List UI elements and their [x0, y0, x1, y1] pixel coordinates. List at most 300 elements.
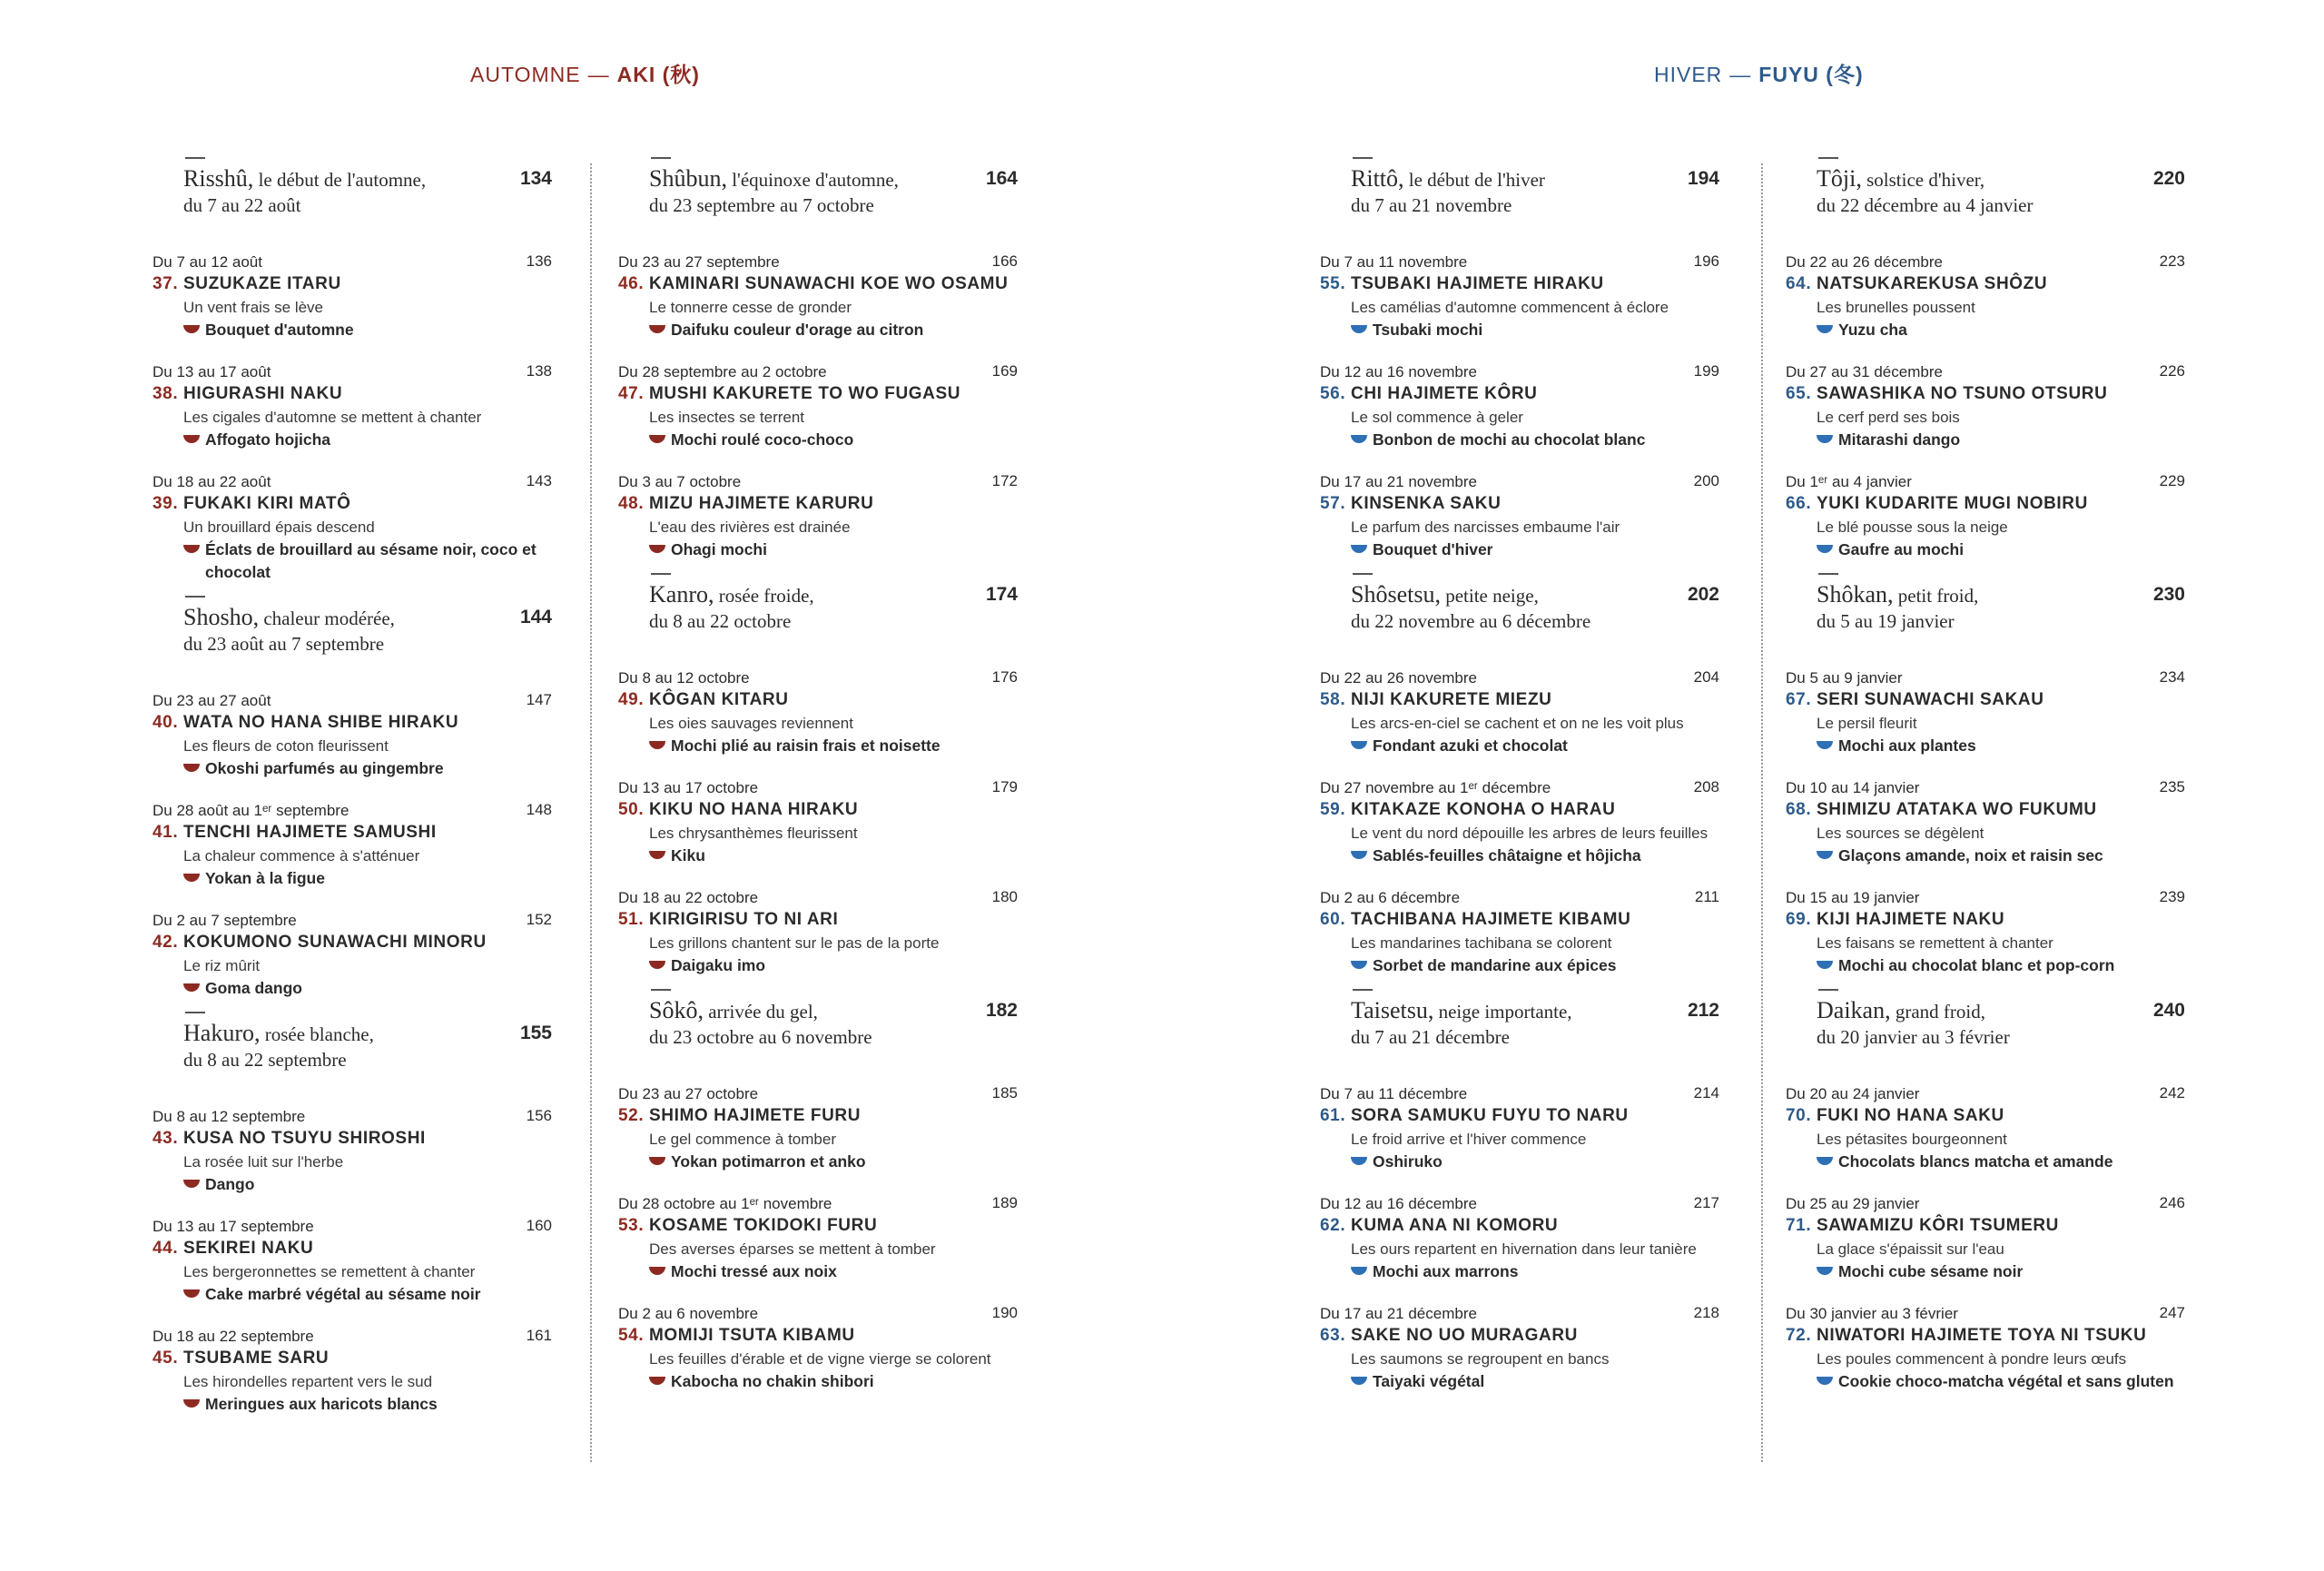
entry-recipe: [153, 867, 552, 890]
entry-page-number: 200: [1693, 472, 1719, 489]
entry-title: [153, 1347, 552, 1370]
entry-title-text: SUZUKAZE ITARU: [183, 274, 341, 293]
recipe-name: Dango: [205, 1175, 255, 1193]
entry-description: Un brouillard épais descend: [183, 519, 375, 536]
entry-description: Le sol commence à geler: [1351, 409, 1523, 426]
season-page-number: 230: [2152, 584, 2185, 605]
entry-dates: Du 28 septembre au 2 octobre: [618, 363, 827, 380]
season-subtitle: le début de l'automne,: [258, 169, 427, 191]
entry-page-number: 247: [2159, 1304, 2185, 1321]
entry-title: [153, 821, 552, 845]
season-page-number: 134: [519, 168, 552, 189]
entry-page-number: 196: [1693, 252, 1719, 270]
season-dash: [651, 573, 671, 575]
entry-page-number: 214: [1693, 1084, 1719, 1102]
entry-number: 37.: [153, 274, 179, 293]
season-dash: [185, 1012, 205, 1013]
season-title-line: [183, 1021, 552, 1047]
season-page-number: 202: [1687, 584, 1719, 605]
toc-column-2: [618, 166, 1018, 1414]
bowl-icon: [1351, 1377, 1367, 1385]
entry-number: 44.: [153, 1239, 179, 1258]
entry-title-text: SHIMIZU ATATAKA WO FUKUMU: [1817, 800, 2097, 819]
season-heading: [153, 605, 552, 657]
season-dash: [1353, 573, 1373, 575]
entry-recipe: [1320, 845, 1719, 867]
recipe-name: Goma dango: [205, 979, 302, 997]
entry-title-text: SHIMO HAJIMETE FURU: [649, 1106, 862, 1125]
entry-title: [1320, 798, 1719, 822]
bowl-icon: [1817, 1267, 1833, 1275]
entry-description: Les sources se dégèlent: [1817, 825, 1984, 842]
toc-entry: [618, 778, 1018, 867]
entry-description: Des averses éparses se mettent à tomber: [649, 1240, 936, 1258]
entry-title: [1786, 1324, 2185, 1348]
entry-recipe: [618, 1370, 1018, 1393]
entry-dates: Du 10 au 14 janvier: [1786, 779, 1920, 796]
entry-recipe: [1320, 429, 1719, 451]
entry-recipe: [618, 1151, 1018, 1173]
bowl-icon: [649, 1267, 665, 1275]
entry-recipe: [1786, 319, 2185, 341]
entry-recipe: [153, 1393, 552, 1416]
season-name: Hakuro,: [183, 1020, 261, 1046]
toc-entry: [1320, 252, 1719, 341]
entry-number: 47.: [618, 384, 645, 403]
recipe-name: Bouquet d'automne: [205, 321, 354, 339]
bowl-icon: [1351, 1157, 1367, 1165]
toc-entry: [1786, 252, 2185, 341]
entry-description: Les camélias d'automne commencent à éclore: [1351, 299, 1669, 316]
entry-dates: Du 17 au 21 novembre: [1320, 473, 1477, 490]
entry-title: [1786, 908, 2185, 932]
season-dates: du 23 octobre au 6 novembre: [649, 1026, 872, 1048]
entry-title-text: KITAKAZE KONOHA O HARAU: [1351, 800, 1616, 819]
season-page-number: 164: [985, 168, 1018, 189]
bowl-icon: [1817, 851, 1833, 859]
winter-header: [1654, 58, 1864, 88]
season-heading: [618, 166, 1018, 218]
entry-title-text: SAWASHIKA NO TSUNO OTSURU: [1817, 384, 2108, 403]
entry-dates: Du 7 au 11 novembre: [1320, 253, 1468, 271]
entry-description: Les arcs-en-ciel se cachent et on ne les voit plus: [1351, 715, 1684, 732]
bowl-icon: [183, 435, 200, 443]
entry-title-text: KUSA NO TSUYU SHIROSHI: [183, 1129, 426, 1148]
entry-title-text: SERI SUNAWACHI SAKAU: [1817, 690, 2044, 709]
season-page-number: 212: [1687, 1000, 1719, 1021]
entry-dates: Du 5 au 9 janvier: [1786, 669, 1903, 687]
entry-page-number: 223: [2159, 252, 2185, 270]
season-title-line: [1351, 166, 1719, 193]
entry-title: [1786, 382, 2185, 406]
bowl-icon: [649, 545, 665, 553]
entry-recipe: [618, 538, 1018, 561]
recipe-name: Yokan à la figue: [205, 869, 325, 887]
recipe-name: Éclats de brouillard au sésame noir, coco et chocolat: [205, 540, 537, 581]
entry-number: 42.: [153, 933, 179, 952]
season-subtitle: arrivée du gel,: [708, 1001, 818, 1023]
entry-page-number: 246: [2159, 1194, 2185, 1211]
entry-description: Le tonnerre cesse de gronder: [649, 299, 852, 316]
entry-description: Les faisans se remettent à chanter: [1817, 934, 2053, 952]
bowl-icon: [649, 741, 665, 749]
season-title-line: [1351, 582, 1719, 608]
entry-title-text: KIJI HAJIMETE NAKU: [1817, 910, 2005, 929]
entry-title: [1786, 1104, 2185, 1128]
recipe-name: Kabocha no chakin shibori: [671, 1372, 874, 1390]
entry-title: [1786, 1214, 2185, 1238]
entry-description: Les grillons chantent sur le pas de la porte: [649, 934, 940, 952]
entry-title-text: CHI HAJIMETE KÔRU: [1351, 384, 1538, 403]
entry-description: Les chrysanthèmes fleurissent: [649, 825, 858, 842]
entry-recipe: [1786, 538, 2185, 561]
recipe-name: Daifuku couleur d'orage au citron: [671, 321, 924, 339]
season-page-number: 194: [1687, 168, 1719, 189]
entry-page-number: 189: [991, 1194, 1018, 1211]
entry-page-number: 218: [1693, 1304, 1719, 1321]
recipe-name: Tsubaki mochi: [1373, 321, 1483, 339]
toc-entry: [1786, 778, 2185, 867]
recipe-name: Yuzu cha: [1838, 321, 1907, 339]
season-subtitle: rosée froide,: [718, 585, 814, 607]
bowl-icon: [183, 1180, 200, 1188]
entry-title: [153, 1127, 552, 1151]
entry-page-number: 152: [526, 911, 552, 928]
toc-entry: [153, 801, 552, 890]
entry-title-text: KINSENKA SAKU: [1351, 494, 1502, 513]
entry-number: 38.: [153, 384, 179, 403]
recipe-name: Meringues aux haricots blancs: [205, 1395, 438, 1413]
entry-recipe: [1786, 735, 2185, 757]
recipe-name: Mochi plié au raisin frais et noisette: [671, 736, 940, 755]
recipe-name: Taiyaki végétal: [1373, 1372, 1485, 1390]
entry-dates: Du 22 au 26 novembre: [1320, 669, 1477, 687]
entry-dates: Du 7 au 11 décembre: [1320, 1085, 1468, 1102]
recipe-name: Mochi au chocolat blanc et pop-corn: [1838, 956, 2115, 974]
entry-page-number: 211: [1694, 888, 1719, 905]
entry-dates: Du 8 au 12 octobre: [618, 669, 750, 687]
bowl-icon: [649, 961, 665, 969]
entry-dates: Du 27 au 31 décembre: [1786, 363, 1943, 380]
toc-entry: [618, 888, 1018, 977]
entry-number: 66.: [1786, 494, 1812, 513]
recipe-name: Ohagi mochi: [671, 540, 767, 558]
entry-dates: Du 12 au 16 novembre: [1320, 363, 1477, 380]
entry-number: 48.: [618, 494, 645, 513]
recipe-name: Chocolats blancs matcha et amande: [1838, 1152, 2113, 1171]
toc-entry: [1320, 668, 1719, 757]
entry-recipe: [1786, 1260, 2185, 1283]
entry-number: 49.: [618, 690, 645, 709]
season-subtitle: solstice d'hiver,: [1866, 169, 1985, 191]
entry-number: 54.: [618, 1326, 645, 1345]
entry-page-number: 190: [991, 1304, 1018, 1321]
entry-description: La chaleur commence à s'atténuer: [183, 847, 420, 865]
entry-description: La rosée luit sur l'herbe: [183, 1153, 344, 1171]
entry-recipe: [153, 977, 552, 1000]
entry-page-number: 208: [1693, 778, 1719, 795]
bowl-icon: [1817, 1157, 1833, 1165]
season-title-line: [1817, 582, 2185, 608]
season-dash: [651, 989, 671, 991]
bowl-icon: [1351, 741, 1367, 749]
entry-description: Les insectes se terrent: [649, 409, 805, 426]
entry-number: 40.: [153, 713, 179, 732]
entry-recipe: [1786, 429, 2185, 451]
season-heading: [618, 582, 1018, 634]
entry-page-number: 148: [526, 801, 552, 818]
bowl-icon: [1817, 435, 1833, 443]
entry-recipe: [1786, 954, 2185, 977]
season-subtitle: neige importante,: [1438, 1001, 1572, 1023]
entry-number: 62.: [1320, 1216, 1346, 1235]
bowl-icon: [183, 983, 200, 992]
season-dash: [1818, 989, 1838, 991]
bowl-icon: [1817, 741, 1833, 749]
entry-title: [1786, 798, 2185, 822]
entry-title: [1786, 688, 2185, 712]
entry-description: Le gel commence à tomber: [649, 1131, 836, 1148]
entry-page-number: 147: [526, 691, 552, 708]
season-title-line: [649, 998, 1018, 1024]
season-heading: [1320, 998, 1719, 1050]
toc-entry: [153, 691, 552, 780]
toc-entry: [153, 1327, 552, 1416]
entry-number: 56.: [1320, 384, 1346, 403]
season-name: Shôkan,: [1817, 581, 1894, 608]
entry-page-number: 217: [1693, 1194, 1719, 1211]
bowl-icon: [183, 764, 200, 772]
entry-title: [1320, 688, 1719, 712]
season-dates: du 22 novembre au 6 décembre: [1351, 610, 1591, 632]
entry-description: Les cigales d'automne se mettent à chanter: [183, 409, 482, 426]
bowl-icon: [183, 325, 200, 333]
entry-number: 63.: [1320, 1326, 1346, 1345]
entry-dates: Du 28 août au 1ᵉʳ septembre: [153, 802, 350, 819]
entry-title-text: KÔGAN KITARU: [649, 690, 789, 709]
toc-entry: [618, 668, 1018, 757]
autumn-label: AUTOMNE: [470, 63, 581, 86]
entry-recipe: [618, 735, 1018, 757]
entry-dates: Du 1ᵉʳ au 4 janvier: [1786, 473, 1912, 490]
entry-title: [618, 798, 1018, 822]
entry-page-number: 239: [2159, 888, 2185, 905]
toc-entry: [153, 472, 552, 584]
entry-description: Les ours repartent en hivernation dans leur tanière: [1351, 1240, 1697, 1258]
entry-description: Les feuilles d'érable et de vigne vierge se colorent: [649, 1350, 991, 1368]
season-subtitle: rosée blanche,: [264, 1023, 374, 1045]
season-dates: du 5 au 19 janvier: [1817, 610, 1955, 632]
entry-number: 39.: [153, 494, 179, 513]
entry-dates: Du 17 au 21 décembre: [1320, 1305, 1477, 1322]
column-divider: [590, 163, 592, 1462]
entry-number: 60.: [1320, 910, 1346, 929]
entry-description: Le riz mûrit: [183, 957, 261, 974]
bowl-icon: [1351, 435, 1367, 443]
entry-page-number: 226: [2159, 362, 2185, 380]
entry-description: Les pétasites bourgeonnent: [1817, 1131, 2007, 1148]
entry-number: 46.: [618, 274, 645, 293]
season-heading: [153, 1021, 552, 1072]
recipe-name: Mochi cube sésame noir: [1838, 1262, 2024, 1280]
season-dates: du 7 au 22 août: [183, 194, 301, 216]
entry-page-number: 172: [991, 472, 1018, 489]
entry-dates: Du 13 au 17 août: [153, 363, 271, 380]
recipe-name: Cake marbré végétal au sésame noir: [205, 1285, 481, 1303]
entry-recipe: [153, 757, 552, 780]
entry-title: [153, 931, 552, 954]
entry-dates: Du 27 novembre au 1ᵉʳ décembre: [1320, 779, 1551, 796]
season-page-number: 144: [519, 607, 552, 627]
season-subtitle: l'équinoxe d'automne,: [732, 169, 899, 191]
season-dates: du 22 décembre au 4 janvier: [1817, 194, 2034, 216]
entry-recipe: [1320, 954, 1719, 977]
entry-description: L'eau des rivières est drainée: [649, 519, 851, 536]
season-dates: du 23 septembre au 7 octobre: [649, 194, 874, 216]
toc-entry: [618, 472, 1018, 561]
season-heading: [1786, 998, 2185, 1050]
entry-dates: Du 30 janvier au 3 février: [1786, 1305, 1958, 1322]
recipe-name: Fondant azuki et chocolat: [1373, 736, 1568, 755]
entry-number: 45.: [153, 1349, 179, 1368]
entry-title-text: NIJI KAKURETE MIEZU: [1351, 690, 1552, 709]
season-title-line: [649, 166, 1018, 193]
season-subtitle: petite neige,: [1445, 585, 1539, 607]
recipe-name: Bouquet d'hiver: [1373, 540, 1493, 558]
bowl-icon: [183, 1289, 200, 1298]
recipe-name: Mitarashi dango: [1838, 430, 1961, 449]
entry-description: Les fleurs de coton fleurissent: [183, 737, 389, 755]
bowl-icon: [649, 1157, 665, 1165]
entry-number: 61.: [1320, 1106, 1346, 1125]
entry-dates: Du 23 au 27 août: [153, 692, 271, 709]
season-dates: du 7 au 21 décembre: [1351, 1026, 1510, 1048]
entry-title: [618, 272, 1018, 296]
entry-number: 68.: [1786, 800, 1812, 819]
bowl-icon: [1817, 325, 1833, 333]
entry-recipe: [153, 319, 552, 341]
entry-title: [153, 492, 552, 516]
entry-recipe: [153, 429, 552, 451]
toc-entry: [1320, 362, 1719, 451]
entry-description: Un vent frais se lève: [183, 299, 324, 316]
entry-title-text: TACHIBANA HAJIMETE KIBAMU: [1351, 910, 1631, 929]
toc-entry: [153, 1217, 552, 1306]
entry-number: 41.: [153, 823, 179, 842]
bowl-icon: [649, 851, 665, 859]
season-title-line: [183, 166, 552, 193]
entry-recipe: [618, 319, 1018, 341]
entry-dates: Du 23 au 27 octobre: [618, 1085, 759, 1102]
season-page-number: 220: [2152, 168, 2185, 189]
season-name: Shôsetsu,: [1351, 581, 1441, 608]
bowl-icon: [1351, 545, 1367, 553]
season-title-line: [1817, 166, 2185, 193]
bowl-icon: [1351, 851, 1367, 859]
season-name: Taisetsu,: [1351, 997, 1434, 1023]
season-dates: du 8 au 22 octobre: [649, 610, 792, 632]
header-separator: —: [587, 63, 610, 86]
entry-recipe: [1320, 319, 1719, 341]
entry-number: 69.: [1786, 910, 1812, 929]
recipe-name: Glaçons amande, noix et raisin sec: [1838, 846, 2103, 865]
entry-page-number: 229: [2159, 472, 2185, 489]
entry-description: Les hirondelles repartent vers le sud: [183, 1373, 433, 1390]
entry-description: Les saumons se regroupent en bancs: [1351, 1350, 1610, 1368]
entry-title: [1320, 908, 1719, 932]
entry-title-text: YUKI KUDARITE MUGI NOBIRU: [1817, 494, 2088, 513]
entry-title: [1320, 1214, 1719, 1238]
season-name: Rittô,: [1351, 165, 1404, 192]
entry-page-number: 235: [2159, 778, 2185, 795]
entry-dates: Du 3 au 7 octobre: [618, 473, 742, 490]
season-page-number: 155: [519, 1023, 552, 1043]
entry-page-number: 138: [526, 362, 552, 380]
entry-number: 72.: [1786, 1326, 1812, 1345]
entry-title-text: SORA SAMUKU FUYU TO NARU: [1351, 1106, 1629, 1125]
entry-number: 52.: [618, 1106, 645, 1125]
entry-title-text: FUKAKI KIRI MATÔ: [183, 494, 351, 513]
season-dash: [185, 157, 205, 159]
entry-dates: Du 2 au 6 novembre: [618, 1305, 759, 1322]
entry-number: 58.: [1320, 690, 1346, 709]
autumn-header: [470, 58, 700, 88]
entry-page-number: 176: [991, 668, 1018, 686]
entry-title-text: TSUBAME SARU: [183, 1349, 330, 1368]
toc-entry: [1786, 668, 2185, 757]
toc-entry: [1320, 888, 1719, 977]
entry-recipe: [618, 845, 1018, 867]
season-title-line: [1351, 998, 1719, 1024]
entry-title: [618, 1324, 1018, 1348]
entry-title-text: KAMINARI SUNAWACHI KOE WO OSAMU: [649, 274, 1009, 293]
season-subtitle: grand froid,: [1895, 1001, 1985, 1023]
toc-entry: [153, 1107, 552, 1196]
entry-recipe: [1320, 735, 1719, 757]
entry-dates: Du 2 au 7 septembre: [153, 912, 297, 929]
recipe-name: Mochi aux plantes: [1838, 736, 1976, 755]
toc-entry: [1320, 1194, 1719, 1283]
entry-number: 71.: [1786, 1216, 1812, 1235]
entry-number: 65.: [1786, 384, 1812, 403]
entry-recipe: [1786, 1370, 2185, 1393]
toc-entry: [1320, 1304, 1719, 1393]
recipe-name: Mochi tressé aux noix: [671, 1262, 837, 1280]
season-heading: [153, 166, 552, 218]
season-name: Sôkô,: [649, 997, 704, 1023]
entry-number: 70.: [1786, 1106, 1812, 1125]
entry-description: La glace s'épaissit sur l'eau: [1817, 1240, 2004, 1258]
entry-page-number: 179: [991, 778, 1018, 795]
entry-title: [1320, 1104, 1719, 1128]
bowl-icon: [183, 1399, 200, 1408]
entry-recipe: [1320, 1370, 1719, 1393]
toc-entry: [618, 362, 1018, 451]
recipe-name: Okoshi parfumés au gingembre: [205, 759, 444, 777]
bowl-icon: [649, 1377, 665, 1385]
toc-column-1: [153, 166, 552, 1437]
entry-number: 59.: [1320, 800, 1346, 819]
season-heading: [1786, 166, 2185, 218]
toc-entry: [1320, 778, 1719, 867]
bowl-icon: [1351, 325, 1367, 333]
toc-entry: [153, 911, 552, 1000]
entry-page-number: 199: [1693, 362, 1719, 380]
entry-title-text: KOSAME TOKIDOKI FURU: [649, 1216, 878, 1235]
entry-title-text: WATA NO HANA SHIBE HIRAKU: [183, 713, 459, 732]
recipe-name: Daigaku imo: [671, 956, 766, 974]
entry-description: Les poules commencent à pondre leurs œufs: [1817, 1350, 2127, 1368]
